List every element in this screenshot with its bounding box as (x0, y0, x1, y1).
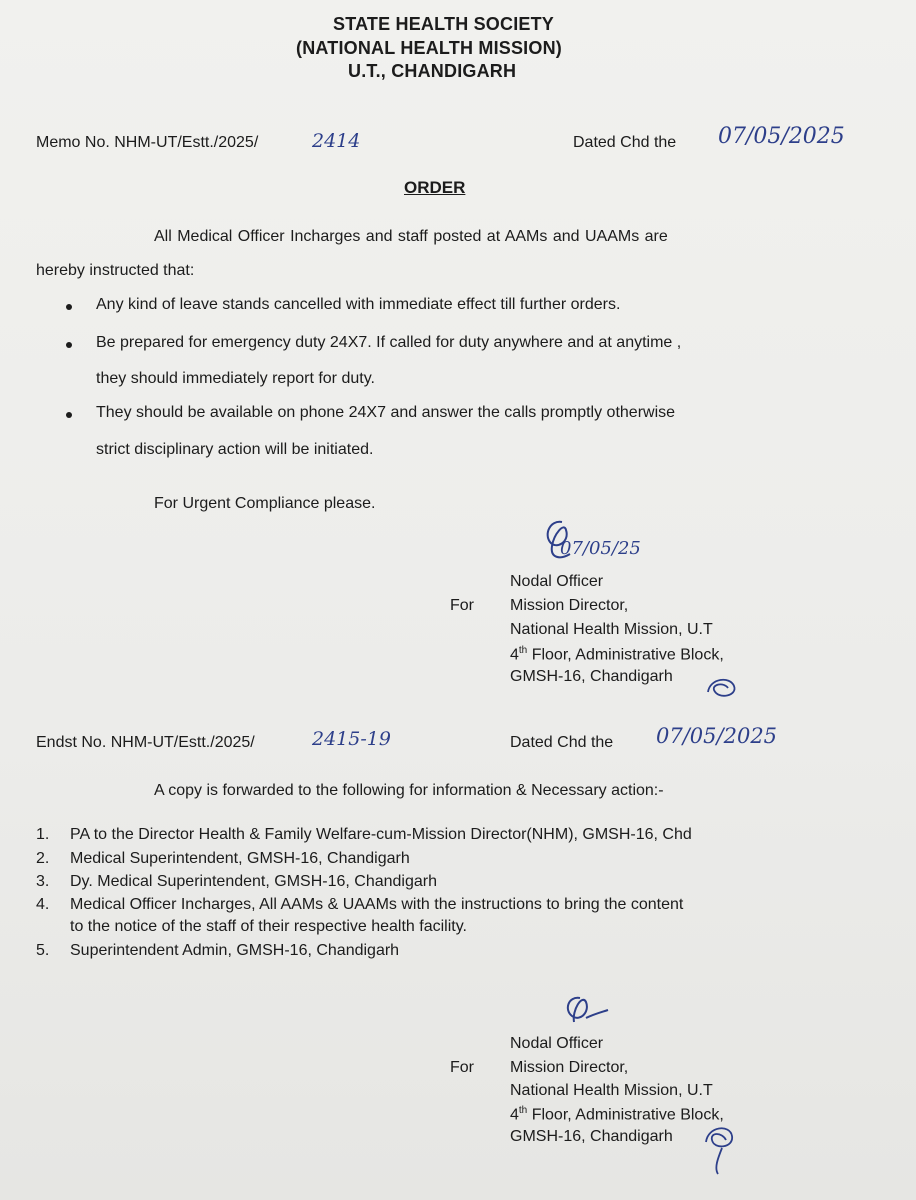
signatory-designation: Mission Director, (510, 597, 629, 614)
signatory-organization: National Health Mission, U.T (510, 1082, 713, 1099)
bullet-2-line2: they should immediately report for duty. (96, 370, 375, 387)
signatory-address-line1: 4th Floor, Administrative Block, (510, 645, 724, 664)
bullet-1-text: Any kind of leave stands cancelled with immediate effect till further orders. (96, 296, 621, 313)
order-intro-line1: All Medical Officer Incharges and staff posted at AAMs and UAAMs are (154, 228, 668, 245)
initials-mark (700, 1118, 740, 1178)
bullet-marker (66, 342, 72, 348)
endst-date-handwritten: 07/05/2025 (656, 724, 778, 748)
copy-item-number: 5. (36, 942, 50, 959)
bullet-marker (66, 412, 72, 418)
copy-item-4-line1: Medical Officer Incharges, All AAMs & UAAMs with the instructions to bring the content (70, 896, 684, 913)
signatory-address-line2: GMSH-16, Chandigarh (510, 1128, 673, 1145)
copy-item-number: 4. (36, 896, 50, 913)
order-title: ORDER (404, 178, 466, 197)
signatory-title: Nodal Officer (510, 1035, 604, 1052)
memo-date-handwritten: 07/05/2025 (718, 124, 845, 149)
memo-dated-label: Dated Chd the (573, 134, 677, 151)
endst-number-handwritten: 2415-19 (312, 728, 391, 750)
copy-item-4-line2: to the notice of the staff of their respective health facility. (70, 918, 467, 935)
bullet-2-line1: Be prepared for emergency duty 24X7. If called for duty anywhere and at anytime , (96, 334, 682, 351)
org-location: U.T., CHANDIGARH (348, 61, 517, 81)
signature-date-handwritten: 07/05/25 (560, 538, 641, 559)
bullet-3-line2: strict disciplinary action will be initiated. (96, 441, 374, 458)
initials-mark (704, 672, 742, 702)
memo-number-label: Memo No. NHM-UT/Estt./2025/ (36, 134, 259, 151)
copy-item-2: Medical Superintendent, GMSH-16, Chandigarh (70, 850, 410, 867)
bullet-3-line1: They should be available on phone 24X7 and answer the calls promptly otherwise (96, 404, 676, 421)
endst-dated-label: Dated Chd the (510, 734, 614, 751)
compliance-note: For Urgent Compliance please. (154, 495, 376, 512)
bullet-marker (66, 304, 72, 310)
org-name: STATE HEALTH SOCIETY (333, 14, 555, 34)
for-label: For (450, 597, 474, 614)
copy-item-3: Dy. Medical Superintendent, GMSH-16, Chandigarh (70, 873, 437, 890)
endst-number-label: Endst No. NHM-UT/Estt./2025/ (36, 734, 255, 751)
copy-item-number: 2. (36, 850, 50, 867)
org-subtitle: (NATIONAL HEALTH MISSION) (296, 38, 562, 58)
copy-forward-intro: A copy is forwarded to the following for information & Necessary action:- (154, 782, 664, 799)
signatory-organization: National Health Mission, U.T (510, 621, 713, 638)
memo-number-handwritten: 2414 (312, 130, 361, 152)
for-label: For (450, 1059, 474, 1076)
copy-item-number: 3. (36, 873, 50, 890)
signatory-address-line1: 4th Floor, Administrative Block, (510, 1105, 724, 1124)
signatory-address-line2: GMSH-16, Chandigarh (510, 668, 673, 685)
copy-item-number: 1. (36, 826, 50, 843)
signatory-title: Nodal Officer (510, 573, 604, 590)
signatory-designation: Mission Director, (510, 1059, 629, 1076)
signature-mark (560, 992, 610, 1032)
order-intro-line2: hereby instructed that: (36, 262, 195, 279)
copy-item-5: Superintendent Admin, GMSH-16, Chandigarh (70, 942, 400, 959)
copy-item-1: PA to the Director Health & Family Welfare-cum-Mission Director(NHM), GMSH-16, Chd (70, 826, 692, 843)
